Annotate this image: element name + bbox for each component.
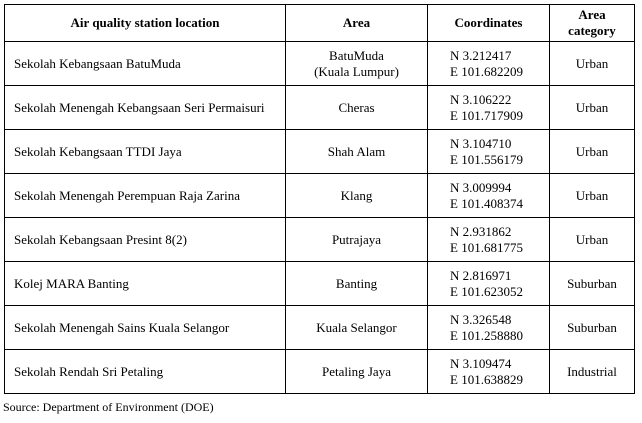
cell-area	[286, 350, 428, 394]
table-row	[5, 350, 635, 394]
latitude-value: N 2.816971	[450, 267, 512, 283]
cell-coordinates	[428, 174, 550, 218]
cell-area	[286, 130, 428, 174]
cell-location: Sekolah Rendah Sri Petaling	[5, 350, 286, 394]
area-line: BatuMuda	[329, 47, 384, 63]
longitude-value: E 101.556179	[450, 151, 523, 167]
latitude-value: N 3.326548	[450, 311, 512, 327]
area-line: Kuala Selangor	[316, 319, 397, 335]
cell-location: Sekolah Kebangsaan TTDI Jaya	[5, 130, 286, 174]
table-row	[5, 174, 635, 218]
table-row	[5, 86, 635, 130]
cell-location: Sekolah Menengah Kebangsaan Seri Permaisuri	[5, 86, 286, 130]
cell-location: Kolej MARA Banting	[5, 262, 286, 306]
table-row	[5, 130, 635, 174]
table-row	[5, 262, 635, 306]
table-body	[5, 42, 635, 394]
latitude-value: N 3.109474	[450, 355, 512, 371]
table-row	[5, 42, 635, 86]
source-note: Source: Department of Environment (DOE)	[3, 400, 214, 414]
cell-location: Sekolah Kebangsaan Presint 8(2)	[5, 218, 286, 262]
header-area-category: Area category	[550, 5, 635, 42]
longitude-value: E 101.623052	[450, 283, 523, 299]
cell-area-category: Urban	[550, 218, 635, 262]
cell-coordinates	[428, 306, 550, 350]
cell-area	[286, 218, 428, 262]
cell-coordinates	[428, 262, 550, 306]
longitude-value: E 101.638829	[450, 371, 523, 387]
area-line: Klang	[340, 187, 373, 203]
latitude-value: N 2.931862	[450, 223, 512, 239]
header-location: Air quality station location	[5, 5, 286, 42]
area-line: Petaling Jaya	[322, 363, 391, 379]
area-line: (Kuala Lumpur)	[314, 63, 399, 79]
air-quality-stations-table	[4, 4, 635, 394]
area-line: Putrajaya	[331, 231, 382, 247]
longitude-value: E 101.258880	[450, 327, 523, 343]
cell-area-category: Industrial	[550, 350, 635, 394]
cell-coordinates	[428, 350, 550, 394]
table-row	[5, 218, 635, 262]
cell-location: Sekolah Menengah Perempuan Raja Zarina	[5, 174, 286, 218]
cell-location: Sekolah Kebangsaan BatuMuda	[5, 42, 286, 86]
header-coordinates: Coordinates	[428, 5, 550, 42]
longitude-value: E 101.681775	[450, 239, 523, 255]
table-row	[5, 306, 635, 350]
cell-area-category: Suburban	[550, 306, 635, 350]
longitude-value: E 101.717909	[450, 107, 523, 123]
latitude-value: N 3.212417	[450, 47, 512, 63]
cell-area-category: Urban	[550, 130, 635, 174]
cell-location: Sekolah Menengah Sains Kuala Selangor	[5, 306, 286, 350]
longitude-value: E 101.408374	[450, 195, 523, 211]
cell-area-category: Urban	[550, 86, 635, 130]
longitude-value: E 101.682209	[450, 63, 523, 79]
table-header-row	[5, 5, 635, 42]
latitude-value: N 3.009994	[450, 179, 512, 195]
area-line: Cheras	[338, 99, 375, 115]
header-area: Area	[286, 5, 428, 42]
cell-area	[286, 42, 428, 86]
latitude-value: N 3.106222	[450, 91, 512, 107]
cell-area	[286, 262, 428, 306]
cell-coordinates	[428, 130, 550, 174]
cell-coordinates	[428, 42, 550, 86]
cell-area-category: Urban	[550, 42, 635, 86]
cell-area	[286, 174, 428, 218]
cell-coordinates	[428, 218, 550, 262]
latitude-value: N 3.104710	[450, 135, 512, 151]
cell-area-category: Urban	[550, 174, 635, 218]
area-line: Shah Alam	[327, 143, 386, 159]
cell-coordinates	[428, 86, 550, 130]
cell-area-category: Suburban	[550, 262, 635, 306]
cell-area	[286, 306, 428, 350]
area-line: Banting	[335, 275, 378, 291]
cell-area	[286, 86, 428, 130]
